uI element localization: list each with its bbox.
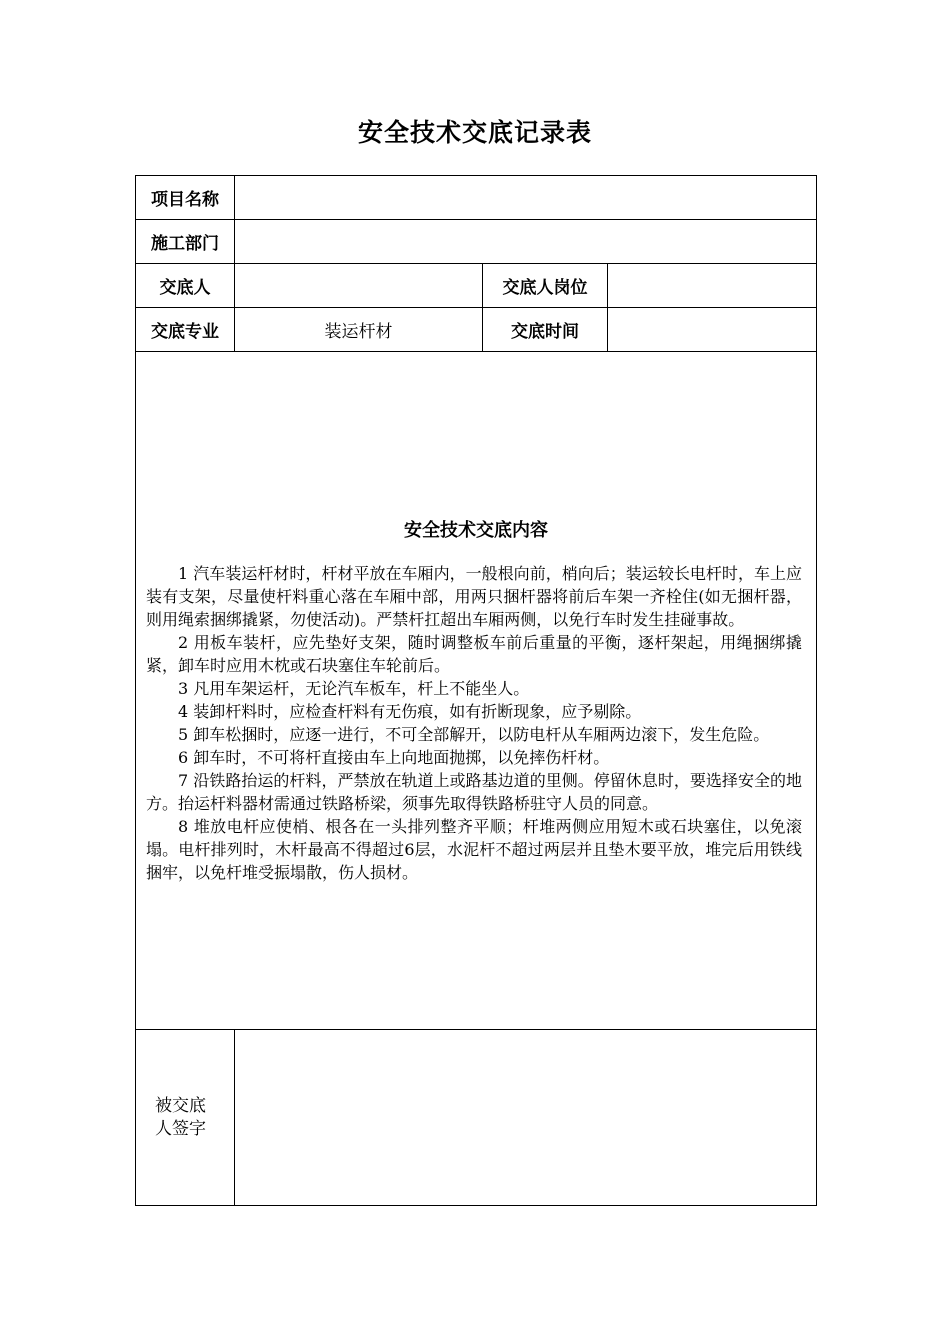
- content-heading: 安全技术交底内容: [404, 520, 548, 541]
- content-cell: [136, 352, 817, 1030]
- content-paragraph: 4 装卸杆料时，应检查杆料有无伤痕，如有折断现象，应予剔除。: [178, 702, 642, 721]
- content-paragraph: 6 卸车时，不可将杆直接由车上向地面抛掷，以免摔伤杆材。: [178, 748, 610, 767]
- project-name-field[interactable]: [235, 176, 817, 220]
- signature-label: 被交底人签字: [155, 1095, 206, 1139]
- signature-field[interactable]: [235, 1030, 817, 1206]
- briefer-post-field[interactable]: [608, 264, 817, 308]
- dept-field[interactable]: [235, 220, 817, 264]
- specialty-label: 交底专业: [136, 308, 235, 352]
- briefer-label: 交底人: [136, 264, 235, 308]
- content-paragraph: 2 用板车装杆，应先垫好支架，随时调整板车前后重量的平衡，逐杆架起，用绳捆绑撬紧，卸车时应用木枕或石块塞住车轮前后。: [146, 633, 803, 675]
- briefing-form: [135, 175, 817, 1206]
- dept-label: 施工部门: [136, 220, 235, 264]
- page-title: 安全技术交底记录表: [357, 118, 592, 147]
- time-label: 交底时间: [483, 308, 608, 352]
- content-paragraph: 7 沿铁路抬运的杆料，严禁放在轨道上或路基边道的里侧。停留休息时，要选择安全的地方。抬运杆料器材需通过铁路桥梁，须事先取得铁路桥驻守人员的同意。: [146, 771, 803, 813]
- specialty-field[interactable]: 装运杆材: [235, 308, 483, 352]
- content-body: [136, 542, 816, 884]
- briefer-post-label: 交底人岗位: [483, 264, 608, 308]
- content-paragraph: 3 凡用车架运杆，无论汽车板车，杆上不能坐人。: [178, 679, 530, 698]
- project-name-label: 项目名称: [136, 176, 235, 220]
- content-paragraph: 5 卸车松捆时，应逐一进行，不可全部解开，以防电杆从车厢两边滚下，发生危险。: [178, 725, 770, 744]
- content-paragraph: 8 堆放电杆应使梢、根各在一头排列整齐平顺；杆堆两侧应用短木或石块塞住，以免滚塌。电杆排列时，木杆最高不得超过6层，水泥杆不超过两层并且垫木要平放，堆完后用铁线捆牢，以免杆堆受振塌散，伤人损材。: [146, 817, 803, 882]
- content-paragraph: 1 汽车装运杆材时，杆材平放在车厢内，一般根向前，梢向后；装运较长电杆时，车上应装有支架，尽量使杆料重心落在车厢中部，用两只捆杆器将前后车架一齐栓住(如无捆杆器，则用绳索捆绑撬紧，勿使活动)。严禁杆扛超出车厢两侧，以免行车时发生挂碰事故。: [146, 564, 803, 629]
- time-field[interactable]: [608, 308, 817, 352]
- briefer-field[interactable]: [235, 264, 483, 308]
- signature-label-cell: [136, 1030, 235, 1206]
